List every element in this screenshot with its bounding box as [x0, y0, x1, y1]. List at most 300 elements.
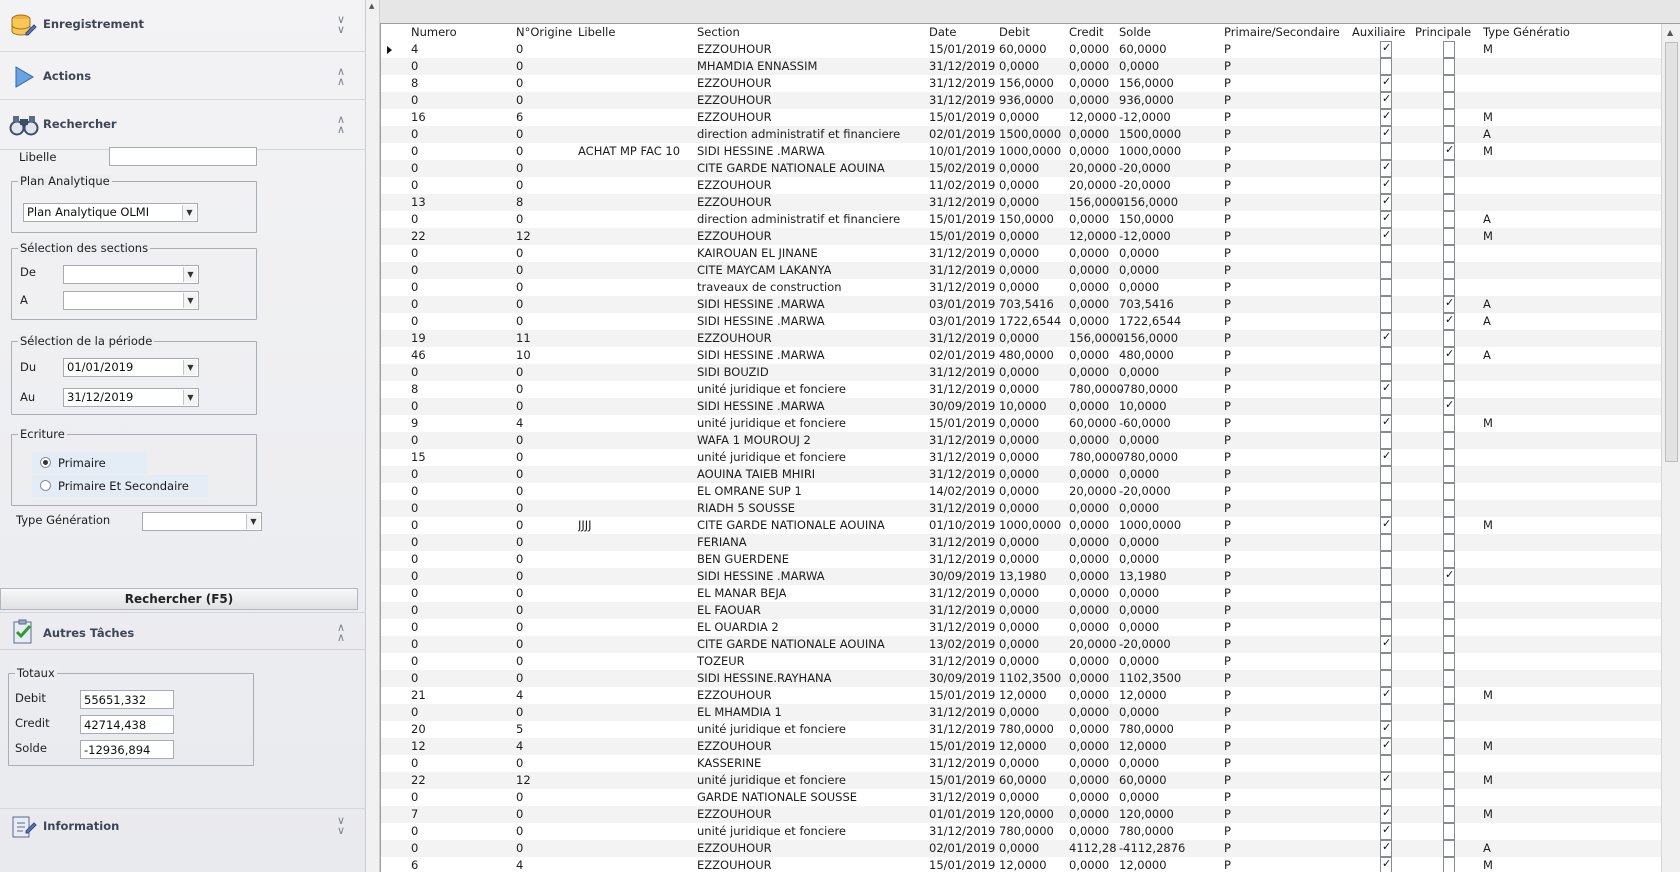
checkbox-unchecked[interactable] [1443, 92, 1455, 109]
cell: EZZOUHOUR [697, 195, 772, 209]
table-row[interactable] [381, 653, 1661, 670]
checkbox-unchecked[interactable] [1443, 653, 1455, 670]
table-row[interactable] [381, 670, 1661, 687]
column-header[interactable]: Solde [1119, 25, 1151, 39]
table-row[interactable] [381, 262, 1661, 279]
column-header[interactable]: Primaire/Secondaire [1224, 25, 1340, 39]
scroll-up-arrow-icon[interactable]: ▲ [369, 2, 375, 10]
cell: 1102,3500 [1119, 671, 1182, 685]
column-header[interactable]: Principale [1415, 25, 1472, 39]
checkbox-checked[interactable] [1443, 296, 1455, 313]
table-row[interactable] [381, 466, 1661, 483]
table-row[interactable] [381, 364, 1661, 381]
checkbox-unchecked[interactable] [1380, 432, 1392, 449]
du-date-picker[interactable] [63, 358, 199, 377]
table-row[interactable] [381, 177, 1661, 194]
table-row[interactable] [381, 687, 1661, 704]
vertical-scrollbar[interactable] [1661, 24, 1680, 872]
table-row[interactable] [381, 398, 1661, 415]
cell: P [1224, 365, 1231, 379]
checkbox-unchecked[interactable] [1443, 228, 1455, 245]
table-row[interactable] [381, 109, 1661, 126]
table-row[interactable] [381, 245, 1661, 262]
checkbox-unchecked[interactable] [1443, 755, 1455, 772]
checkbox-checked[interactable] [1443, 143, 1455, 160]
checkbox-unchecked[interactable] [1443, 466, 1455, 483]
checkbox-unchecked[interactable] [1443, 126, 1455, 143]
column-header[interactable]: Numero [411, 25, 457, 39]
cell: 0 [411, 654, 419, 668]
dropdown-arrow-icon[interactable]: ▼ [182, 205, 196, 220]
cell: M [1483, 229, 1493, 243]
cell: P [1224, 280, 1231, 294]
table-row[interactable] [381, 806, 1661, 823]
checkbox-checked[interactable] [1380, 517, 1392, 534]
table-row[interactable] [381, 58, 1661, 75]
cell: SIDI HESSINE .MARWA [697, 399, 825, 413]
cell: P [1224, 314, 1231, 328]
table-row[interactable] [381, 721, 1661, 738]
checkbox-unchecked[interactable] [1443, 772, 1455, 789]
cell: 0,0000 [1119, 535, 1160, 549]
table-row[interactable] [381, 772, 1661, 789]
checkbox-checked[interactable] [1380, 160, 1392, 177]
checkbox-checked[interactable] [1380, 330, 1392, 347]
checkbox-checked[interactable] [1380, 194, 1392, 211]
table-row[interactable] [381, 483, 1661, 500]
table-row[interactable] [381, 738, 1661, 755]
cell: 0 [411, 297, 419, 311]
au-date-picker[interactable] [63, 388, 199, 407]
table-row[interactable] [381, 313, 1661, 330]
cell: 0,0000 [999, 586, 1040, 600]
table-row[interactable] [381, 602, 1661, 619]
cell: EZZOUHOUR [697, 229, 772, 243]
plan-analytique-value: Plan Analytique OLMI [27, 205, 150, 219]
cell: 22 [411, 229, 426, 243]
checkbox-checked[interactable] [1380, 772, 1392, 789]
checkbox-checked[interactable] [1380, 806, 1392, 823]
cell: 0,0000 [1069, 790, 1110, 804]
checkbox-unchecked[interactable] [1443, 279, 1455, 296]
cell: 0,0000 [999, 263, 1040, 277]
column-header[interactable]: Type Génératio [1483, 25, 1570, 39]
table-row[interactable] [381, 347, 1661, 364]
cell: 0 [516, 382, 524, 396]
table-row[interactable] [381, 857, 1661, 872]
checkbox-unchecked[interactable] [1443, 857, 1455, 872]
checkbox-unchecked[interactable] [1380, 58, 1392, 75]
checkbox-unchecked[interactable] [1443, 415, 1455, 432]
checkbox-checked[interactable] [1380, 738, 1392, 755]
checkbox-checked[interactable] [1380, 415, 1392, 432]
cell: 20,0000 [1069, 637, 1117, 651]
radio-checked-icon[interactable] [40, 457, 51, 468]
cell: 10/01/2019 [929, 144, 996, 158]
table-row[interactable] [381, 704, 1661, 721]
cell: 0,0000 [1069, 144, 1110, 158]
cell: P [1224, 59, 1231, 73]
cell: P [1224, 637, 1231, 651]
checkbox-unchecked[interactable] [1443, 585, 1455, 602]
checkbox-checked[interactable] [1380, 126, 1392, 143]
cell: 0,0000 [1069, 773, 1110, 787]
cell: 0 [516, 484, 524, 498]
chevron-up-icon[interactable]: ∧ ∧ [336, 65, 344, 88]
column-header[interactable]: Date [929, 25, 957, 39]
checkbox-checked[interactable] [1380, 857, 1392, 872]
cell: P [1224, 586, 1231, 600]
checkbox-checked[interactable] [1380, 823, 1392, 840]
data-grid [380, 24, 1680, 872]
cell: 1102,3500 [999, 671, 1062, 685]
table-row[interactable] [381, 517, 1661, 534]
section-autres-taches[interactable] [0, 612, 366, 650]
cell: EZZOUHOUR [697, 841, 772, 855]
cell: 0,0000 [999, 654, 1040, 668]
scroll-up-arrow-icon[interactable]: ▲ [1667, 28, 1674, 37]
du-value: 01/01/2019 [67, 360, 134, 374]
table-row[interactable] [381, 126, 1661, 143]
cell: 0 [516, 790, 524, 804]
column-header[interactable]: N°Origine [516, 25, 573, 39]
table-row[interactable] [381, 143, 1661, 160]
checkbox-checked[interactable] [1443, 313, 1455, 330]
cell: 31/12/2019 [929, 824, 996, 838]
table-row[interactable] [381, 160, 1661, 177]
checkbox-checked[interactable] [1380, 41, 1392, 58]
cell: 0 [516, 127, 524, 141]
ecriture-group [11, 427, 257, 506]
panel-splitter[interactable] [366, 0, 380, 872]
cell: EL OUARDIA 2 [697, 620, 779, 634]
checkbox-unchecked[interactable] [1380, 500, 1392, 517]
checkbox-unchecked[interactable] [1443, 262, 1455, 279]
checkbox-unchecked[interactable] [1443, 602, 1455, 619]
totaux-debit-input[interactable] [80, 690, 174, 709]
table-row[interactable] [381, 449, 1661, 466]
a-select[interactable] [63, 291, 199, 310]
cell: P [1224, 433, 1231, 447]
table-row[interactable] [381, 381, 1661, 398]
table-row[interactable] [381, 330, 1661, 347]
cell: 30/09/2019 [929, 671, 996, 685]
checkbox-unchecked[interactable] [1443, 75, 1455, 92]
plan-analytique-label: Plan Analytique [20, 174, 110, 188]
checkbox-unchecked[interactable] [1380, 245, 1392, 262]
column-header[interactable]: Section [697, 25, 740, 39]
cell: P [1224, 348, 1231, 362]
table-row[interactable] [381, 228, 1661, 245]
checkbox-unchecked[interactable] [1443, 738, 1455, 755]
cell: AOUINA TAIEB MHIRI [697, 467, 816, 481]
cell: 0 [516, 42, 524, 56]
checkbox-checked[interactable] [1380, 211, 1392, 228]
cell: 0,0000 [1119, 620, 1160, 634]
table-row[interactable] [381, 194, 1661, 211]
cell: unité juridique et fonciere [697, 722, 846, 736]
totaux-solde-input[interactable] [80, 740, 174, 759]
cell: P [1224, 790, 1231, 804]
checkbox-unchecked[interactable] [1443, 551, 1455, 568]
checkbox-unchecked[interactable] [1443, 160, 1455, 177]
cell: 4 [516, 688, 524, 702]
table-row[interactable] [381, 432, 1661, 449]
a-label: A [20, 293, 28, 307]
cell: 780,0000 [999, 824, 1054, 838]
chevron-down-icon[interactable]: ∨ ∨ [336, 814, 344, 837]
checkbox-checked[interactable] [1380, 381, 1392, 398]
cell: 480,0000 [999, 348, 1054, 362]
cell: -12,0000 [1119, 229, 1171, 243]
radio-primaire-secondaire[interactable] [32, 475, 208, 497]
table-row[interactable] [381, 41, 1661, 58]
section-autres-taches-title: Autres Tâches [43, 626, 135, 640]
checkbox-unchecked[interactable] [1443, 823, 1455, 840]
cell: 15/01/2019 [929, 688, 996, 702]
cell: 02/01/2019 [929, 127, 996, 141]
checkbox-checked[interactable] [1380, 177, 1392, 194]
table-row[interactable] [381, 534, 1661, 551]
checkbox-unchecked[interactable] [1380, 364, 1392, 381]
chevron-down-icon[interactable]: ∨ ∨ [336, 13, 344, 36]
cell: -20,0000 [1119, 161, 1171, 175]
table-row[interactable] [381, 840, 1661, 857]
cell: TOZEUR [697, 654, 745, 668]
cell: 0 [411, 127, 419, 141]
section-rechercher-title: Rechercher [43, 117, 117, 131]
chevron-up-icon[interactable]: ∧ ∧ [336, 621, 344, 644]
checkbox-unchecked[interactable] [1443, 517, 1455, 534]
cell: M [1483, 110, 1493, 124]
cell: 1000,0000 [1119, 518, 1182, 532]
checkbox-unchecked[interactable] [1380, 568, 1392, 585]
table-row[interactable] [381, 636, 1661, 653]
cell: 03/01/2019 [929, 314, 996, 328]
radio-unchecked-icon[interactable] [40, 480, 51, 491]
play-icon [9, 64, 37, 90]
dropdown-arrow-icon[interactable]: ▼ [183, 293, 197, 308]
checkbox-checked[interactable] [1380, 636, 1392, 653]
cell: 12,0000 [999, 858, 1047, 872]
column-header[interactable]: Credit [1069, 25, 1104, 39]
dropdown-arrow-icon[interactable]: ▼ [183, 390, 197, 405]
dropdown-arrow-icon[interactable]: ▼ [183, 267, 197, 282]
radio-primaire-label: Primaire [58, 456, 106, 470]
checkbox-unchecked[interactable] [1443, 636, 1455, 653]
checkbox-unchecked[interactable] [1380, 534, 1392, 551]
table-row[interactable] [381, 789, 1661, 806]
cell: EL MANAR BEJA [697, 586, 787, 600]
dropdown-arrow-icon[interactable]: ▼ [246, 514, 260, 529]
cell: 0 [411, 501, 419, 515]
cell: EZZOUHOUR [697, 688, 772, 702]
checkbox-unchecked[interactable] [1380, 619, 1392, 636]
checkbox-checked[interactable] [1443, 398, 1455, 415]
checkbox-unchecked[interactable] [1443, 619, 1455, 636]
checkbox-unchecked[interactable] [1380, 670, 1392, 687]
periode-group [11, 334, 257, 415]
checkbox-unchecked[interactable] [1443, 789, 1455, 806]
cell: 0 [411, 484, 419, 498]
cell: 0 [411, 790, 419, 804]
table-row[interactable] [381, 568, 1661, 585]
table-row[interactable] [381, 500, 1661, 517]
checkbox-checked[interactable] [1380, 840, 1392, 857]
checkbox-unchecked[interactable] [1443, 41, 1455, 58]
type-generation-select[interactable] [142, 512, 262, 531]
binoculars-icon [9, 113, 39, 139]
table-row[interactable] [381, 296, 1661, 313]
cell: 0 [516, 263, 524, 277]
cell: EZZOUHOUR [697, 76, 772, 90]
checkbox-checked[interactable] [1380, 687, 1392, 704]
table-row[interactable] [381, 585, 1661, 602]
cell: -4112,2876 [1119, 841, 1186, 855]
table-row[interactable] [381, 211, 1661, 228]
section-information[interactable] [0, 808, 366, 872]
checkbox-unchecked[interactable] [1443, 330, 1455, 347]
cell: 156,0000 [1069, 331, 1124, 345]
cell: P [1224, 773, 1231, 787]
cell: P [1224, 467, 1231, 481]
cell: 0 [411, 263, 419, 277]
checkbox-unchecked[interactable] [1380, 704, 1392, 721]
checkbox-unchecked[interactable] [1443, 58, 1455, 75]
checkbox-unchecked[interactable] [1380, 602, 1392, 619]
cell: 0,0000 [999, 552, 1040, 566]
checkbox-unchecked[interactable] [1443, 432, 1455, 449]
cell: 1500,0000 [999, 127, 1062, 141]
dropdown-arrow-icon[interactable]: ▼ [183, 360, 197, 375]
cell: SIDI BOUZID [697, 365, 769, 379]
checkbox-unchecked[interactable] [1443, 381, 1455, 398]
checkbox-unchecked[interactable] [1380, 551, 1392, 568]
checkbox-checked[interactable] [1380, 109, 1392, 126]
plan-analytique-select[interactable] [23, 203, 198, 222]
cell: 0 [411, 467, 419, 481]
checkbox-unchecked[interactable] [1443, 806, 1455, 823]
cell: M [1483, 858, 1493, 872]
checkbox-unchecked[interactable] [1443, 500, 1455, 517]
checkbox-unchecked[interactable] [1443, 534, 1455, 551]
checkbox-checked[interactable] [1443, 347, 1455, 364]
checkbox-checked[interactable] [1443, 568, 1455, 585]
column-header[interactable]: Libelle [578, 25, 616, 39]
cell: 0 [516, 297, 524, 311]
grid-body [381, 24, 1661, 872]
checkbox-unchecked[interactable] [1380, 279, 1392, 296]
checkbox-unchecked[interactable] [1380, 466, 1392, 483]
checkbox-unchecked[interactable] [1380, 789, 1392, 806]
checkbox-checked[interactable] [1380, 721, 1392, 738]
checkbox-unchecked[interactable] [1380, 296, 1392, 313]
checkbox-unchecked[interactable] [1443, 364, 1455, 381]
rechercher-button[interactable]: Rechercher (F5) [0, 588, 358, 610]
cell: direction administratif et financiere [697, 212, 901, 226]
table-row[interactable] [381, 92, 1661, 109]
table-row[interactable] [381, 415, 1661, 432]
periode-label: Sélection de la période [20, 334, 153, 348]
checkbox-unchecked[interactable] [1443, 687, 1455, 704]
checkbox-unchecked[interactable] [1443, 670, 1455, 687]
totaux-credit-input[interactable] [80, 715, 174, 734]
checkbox-unchecked[interactable] [1443, 177, 1455, 194]
scrollbar-thumb[interactable] [1665, 42, 1678, 462]
section-actions[interactable] [0, 52, 366, 100]
table-row[interactable] [381, 755, 1661, 772]
checkbox-checked[interactable] [1380, 228, 1392, 245]
checkbox-unchecked[interactable] [1380, 398, 1392, 415]
database-icon [9, 13, 37, 39]
checkbox-unchecked[interactable] [1443, 245, 1455, 262]
table-row[interactable] [381, 75, 1661, 92]
cell: 20 [411, 722, 426, 736]
cell: P [1224, 535, 1231, 549]
checkbox-unchecked[interactable] [1443, 721, 1455, 738]
checkbox-unchecked[interactable] [1380, 755, 1392, 772]
section-rechercher[interactable] [0, 100, 366, 150]
checkbox-unchecked[interactable] [1380, 653, 1392, 670]
cell: 0 [411, 535, 419, 549]
column-header[interactable]: Auxiliaire [1352, 25, 1406, 39]
chevron-up-icon[interactable]: ∧ ∧ [336, 113, 344, 136]
checkbox-unchecked[interactable] [1380, 262, 1392, 279]
cell: 31/12/2019 [929, 246, 996, 260]
cell: 12,0000 [999, 688, 1047, 702]
checkbox-unchecked[interactable] [1443, 109, 1455, 126]
cell: 0,0000 [1069, 552, 1110, 566]
checkbox-unchecked[interactable] [1380, 143, 1392, 160]
checkbox-unchecked[interactable] [1443, 449, 1455, 466]
cell: 0 [516, 518, 524, 532]
libelle-input[interactable] [109, 147, 257, 166]
table-row[interactable] [381, 279, 1661, 296]
cell: 31/12/2019 [929, 705, 996, 719]
grid-rows [381, 41, 1661, 872]
cell: 0,0000 [1119, 705, 1160, 719]
de-select[interactable] [63, 265, 199, 284]
section-enregistrement[interactable] [0, 0, 366, 52]
cell: 13,1980 [999, 569, 1047, 583]
table-row[interactable] [381, 823, 1661, 840]
cell: 13/02/2019 [929, 637, 996, 651]
checkbox-unchecked[interactable] [1443, 840, 1455, 857]
checkbox-unchecked[interactable] [1380, 313, 1392, 330]
table-row[interactable] [381, 551, 1661, 568]
radio-primaire[interactable] [32, 452, 147, 474]
checkbox-unchecked[interactable] [1443, 194, 1455, 211]
cell: -20,0000 [1119, 484, 1171, 498]
checkbox-checked[interactable] [1380, 92, 1392, 109]
cell: -12,0000 [1119, 110, 1171, 124]
cell: 0 [411, 569, 419, 583]
table-row[interactable] [381, 619, 1661, 636]
column-header[interactable]: Debit [999, 25, 1030, 39]
checkbox-checked[interactable] [1380, 75, 1392, 92]
cell: P [1224, 620, 1231, 634]
checkbox-unchecked[interactable] [1380, 483, 1392, 500]
cell: 31/12/2019 [929, 450, 996, 464]
cell: 0 [516, 535, 524, 549]
checkbox-unchecked[interactable] [1443, 704, 1455, 721]
checkbox-unchecked[interactable] [1380, 585, 1392, 602]
checkbox-checked[interactable] [1380, 449, 1392, 466]
cell: KAIROUAN EL JINANE [697, 246, 818, 260]
checkbox-unchecked[interactable] [1443, 211, 1455, 228]
checkbox-unchecked[interactable] [1380, 347, 1392, 364]
checkbox-unchecked[interactable] [1443, 483, 1455, 500]
